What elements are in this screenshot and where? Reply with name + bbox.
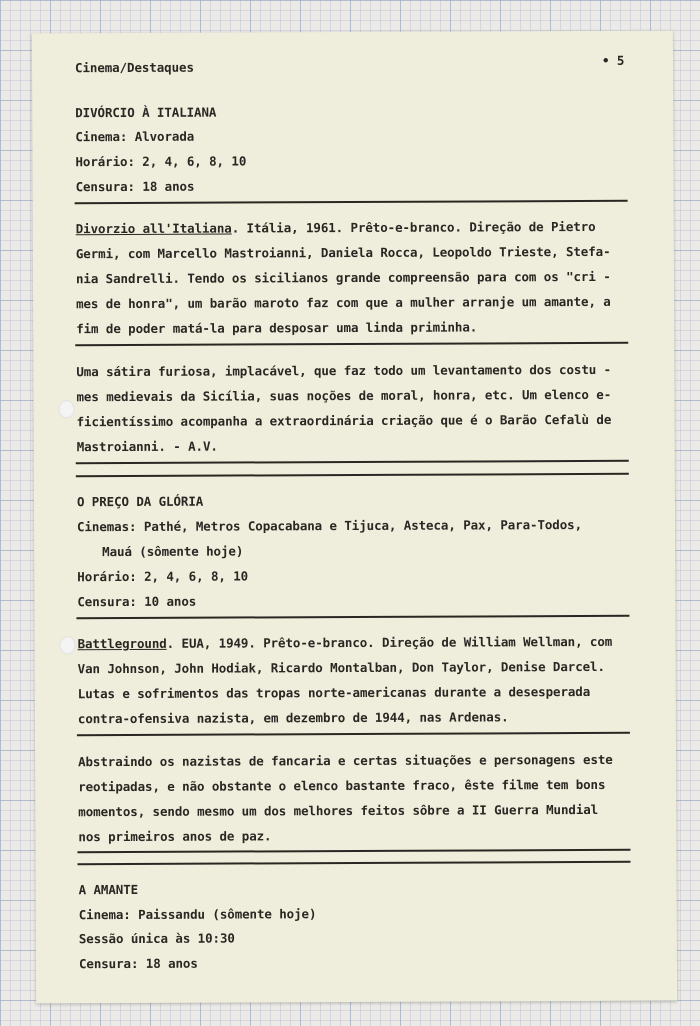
synopsis-line: Van Johnson, John Hodiak, Ricardo Montalban, Don Taylor, Denise Darcel. (77, 658, 605, 677)
review-line: reotipadas, e não obstante o elenco bastante fraco, êste filme tem bons (78, 776, 606, 795)
film-sessao: Sessão única às 10:30 (78, 930, 235, 947)
synopsis-line: nia Sandrelli. Tendo os sicilianos grande compreensão para com os "cri - (75, 268, 611, 287)
page-number: • 5 (601, 52, 625, 68)
divider (75, 200, 628, 204)
review-line: Abstraindo os nazistas de fancaria e certas situações e personagens este (78, 751, 613, 770)
synopsis-line: Germi, com Marcello Mastroianni, Daniela Rocca, Leopoldo Trieste, Stefa- (75, 243, 611, 262)
synopsis-line (76, 220, 596, 236)
review-line: mes medievais da Sicília, suas noções de moral, honra, etc. Um elenco e- (76, 386, 612, 405)
divider (75, 342, 628, 346)
review-line: momentos, sendo mesmo um dos melhores feitos sôbre a II Guerra Mundial (78, 801, 599, 820)
film-horario: Horário: 2, 4, 6, 8, 10 (77, 568, 249, 585)
film-censura: Censura: 18 anos (78, 955, 198, 972)
film-censura: Censura: 18 anos (75, 178, 195, 195)
review-line: Mastroianni. - A.V. (76, 438, 218, 455)
divider (76, 473, 629, 477)
review-line: ficientíssimo acompanha a extraordinária criação que é o Barão Cefalù de (76, 411, 612, 430)
punch-hole-bottom (60, 636, 76, 654)
divider (78, 861, 631, 865)
film-cinema: Cinemas: Pathé, Metros Copacabana e Tijuca, Asteca, Pax, Para-Todos, (77, 517, 583, 535)
divider (76, 460, 629, 464)
divider (77, 732, 630, 736)
film-title: O PREÇO DA GLÓRIA (76, 493, 204, 510)
synopsis-text: . EUA, 1949. Prêto-e-branco. Direção de William Wellman, com (166, 633, 613, 651)
film-title: A AMANTE (78, 881, 139, 898)
synopsis-line: Lutas e sofrimentos das tropas norte-americanas durante a desesperada (77, 683, 591, 702)
typewritten-sheet (32, 31, 677, 1004)
synopsis-line: contra-ofensiva nazista, em dezembro de 1944, nas Ardenas. (77, 709, 509, 727)
original-title: Battleground (77, 635, 167, 652)
film-horario: Horário: 2, 4, 6, 8, 10 (75, 153, 247, 170)
original-title: Divorzio all'Italiana (75, 220, 232, 237)
section-heading: Cinema/Destaques (75, 59, 194, 76)
divider (76, 615, 629, 619)
film-title: DIVÓRCIO À ITALIANA (75, 104, 217, 121)
divider (77, 849, 630, 853)
film-cinema: Cinema: Alvorada (75, 128, 195, 145)
punch-hole-top (58, 400, 74, 418)
synopsis-line: mes de honra", um barão maroto faz com que a mulher arranje um amante, a (76, 293, 611, 312)
film-censura: Censura: 10 anos (77, 593, 197, 610)
synopsis-line (78, 635, 613, 651)
synopsis-text: . Itália, 1961. Prêto-e-branco. Direção de Pietro (231, 218, 596, 236)
synopsis-line: fim de poder matá-la para desposar uma linda priminha. (76, 319, 478, 337)
film-cinema-cont: Mauá (sômente hoje) (102, 543, 244, 560)
film-cinema: Cinema: Paissandu (sômente hoje) (78, 906, 317, 923)
review-line: nos primeiros anos de paz. (78, 828, 272, 845)
review-line: Uma sátira furiosa, implacável, que faz todo um levantamento dos costu - (76, 361, 612, 380)
